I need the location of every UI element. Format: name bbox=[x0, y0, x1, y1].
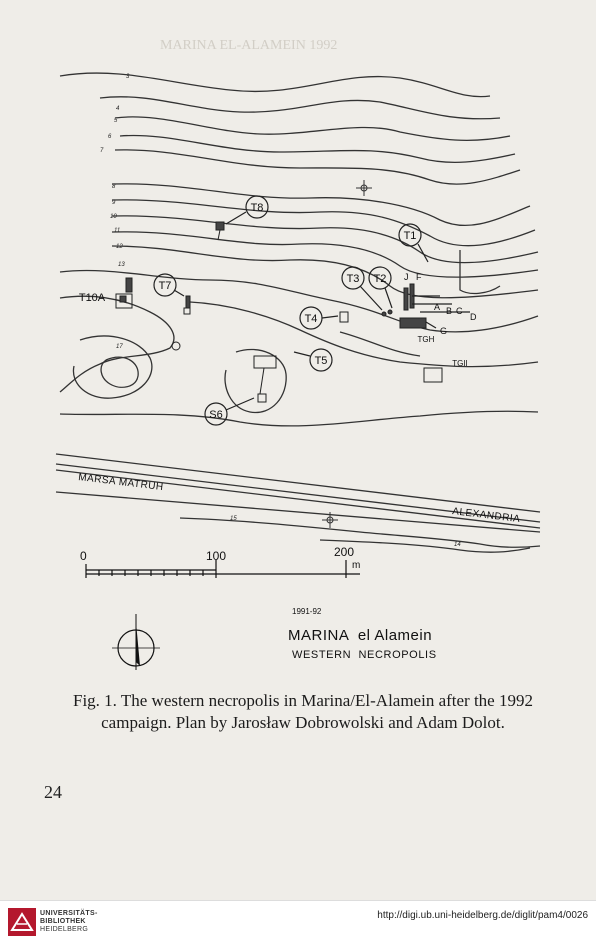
tomb-t4-structure bbox=[340, 312, 348, 322]
contour-line bbox=[73, 336, 151, 398]
tomb-gh-structure bbox=[400, 318, 426, 328]
tomb-letter: J bbox=[404, 272, 409, 282]
road-label-alexandria: ALEXANDRIA bbox=[451, 506, 521, 526]
contour-line bbox=[112, 184, 530, 226]
contour-label: 8 bbox=[112, 184, 116, 190]
contour-line bbox=[225, 349, 286, 412]
necropolis-plan bbox=[40, 40, 560, 680]
contour-label: 11 bbox=[114, 228, 121, 234]
plan-years: 1991-92 bbox=[292, 607, 322, 616]
contour-line bbox=[112, 216, 538, 263]
tomb-s6-structure bbox=[254, 356, 276, 368]
site-label-t10a: T10A bbox=[78, 292, 106, 304]
scale-tick-200: 200 bbox=[334, 545, 355, 559]
contour-line bbox=[112, 246, 538, 298]
tomb-letter: A bbox=[434, 302, 441, 312]
heidelberg-library-logo-icon[interactable] bbox=[8, 908, 36, 936]
contour-label: 14 bbox=[454, 542, 461, 548]
show-through-text: MARINA EL-ALAMEIN 1992 bbox=[160, 38, 338, 53]
contour-line bbox=[60, 411, 538, 426]
contour-line bbox=[115, 150, 520, 184]
contour-line bbox=[112, 232, 538, 277]
figure-caption bbox=[48, 690, 558, 734]
road-label-marsa-matruh: MARSA MATRUH bbox=[77, 472, 165, 494]
contour-label: 6 bbox=[108, 134, 112, 140]
tomb-letter: G bbox=[440, 326, 448, 336]
contour-line bbox=[460, 250, 500, 293]
contour-line bbox=[190, 302, 538, 367]
scale-tick-100: 100 bbox=[206, 549, 227, 563]
caption-line: Fig. 1. The western necropolis in Marina/El-Alamein after the 1992 bbox=[73, 691, 533, 710]
contour-line bbox=[100, 97, 500, 119]
site-label-t5: T5 bbox=[314, 355, 328, 367]
site-label-t1: T1 bbox=[403, 230, 417, 242]
plan-title: MARINA el Alamein bbox=[288, 627, 433, 644]
site-label-t4: T4 bbox=[304, 313, 318, 325]
contour-line bbox=[60, 73, 490, 97]
tomb-letter: B bbox=[446, 306, 453, 316]
contour-label: 13 bbox=[118, 262, 125, 268]
contour-label: 4 bbox=[116, 106, 120, 112]
tomb-tgii-structure bbox=[424, 368, 442, 382]
site-label-s6: S6 bbox=[209, 409, 223, 421]
contour-label: 9 bbox=[112, 200, 116, 206]
site-label-t7: T7 bbox=[158, 280, 172, 292]
site-label-tgii: TGII bbox=[452, 359, 468, 368]
north-arrow-icon bbox=[112, 614, 160, 670]
library-name bbox=[40, 910, 98, 934]
plan-subtitle: WESTERN NECROPOLIS bbox=[292, 649, 437, 661]
scale-tick-0: 0 bbox=[80, 549, 87, 563]
contour-line bbox=[115, 117, 510, 140]
document-url-link[interactable]: http://digi.ub.uni-heidelberg.de/diglit/pam4/0026 bbox=[377, 910, 588, 921]
tomb-letter: D bbox=[470, 312, 477, 322]
contour-line bbox=[340, 332, 420, 356]
library-name-line: BIBLIOTHEK bbox=[40, 918, 86, 925]
contour-line bbox=[112, 200, 535, 246]
contour-label: 3 bbox=[126, 74, 130, 80]
contour-label: 7 bbox=[100, 148, 104, 154]
tomb-t7-structure bbox=[186, 296, 190, 308]
tomb-t8-structure bbox=[216, 222, 224, 230]
site-label-tgh: TGH bbox=[417, 335, 435, 344]
contour-label: 17 bbox=[116, 344, 123, 350]
tomb-jf-structure bbox=[404, 288, 408, 310]
library-name-line: HEIDELBERG bbox=[40, 926, 89, 933]
contour-label: 15 bbox=[230, 516, 237, 522]
contour-line bbox=[180, 518, 540, 547]
contour-label: 10 bbox=[110, 214, 117, 220]
page-number: 24 bbox=[44, 782, 62, 802]
contour-label: 12 bbox=[116, 244, 123, 250]
contour-label: 5 bbox=[114, 118, 118, 124]
scale-unit: m bbox=[352, 560, 361, 571]
caption-line: campaign. Plan by Jarosław Dobrowolski and Adam Dolot. bbox=[101, 713, 505, 732]
site-label-t8: T8 bbox=[250, 202, 264, 214]
site-label-t3: T3 bbox=[346, 273, 360, 285]
tomb-letter: F bbox=[416, 272, 422, 282]
tomb-letter: C bbox=[456, 306, 463, 316]
library-name-line: UNIVERSITÄTS- bbox=[40, 910, 98, 917]
site-label-t2: T2 bbox=[373, 273, 387, 285]
